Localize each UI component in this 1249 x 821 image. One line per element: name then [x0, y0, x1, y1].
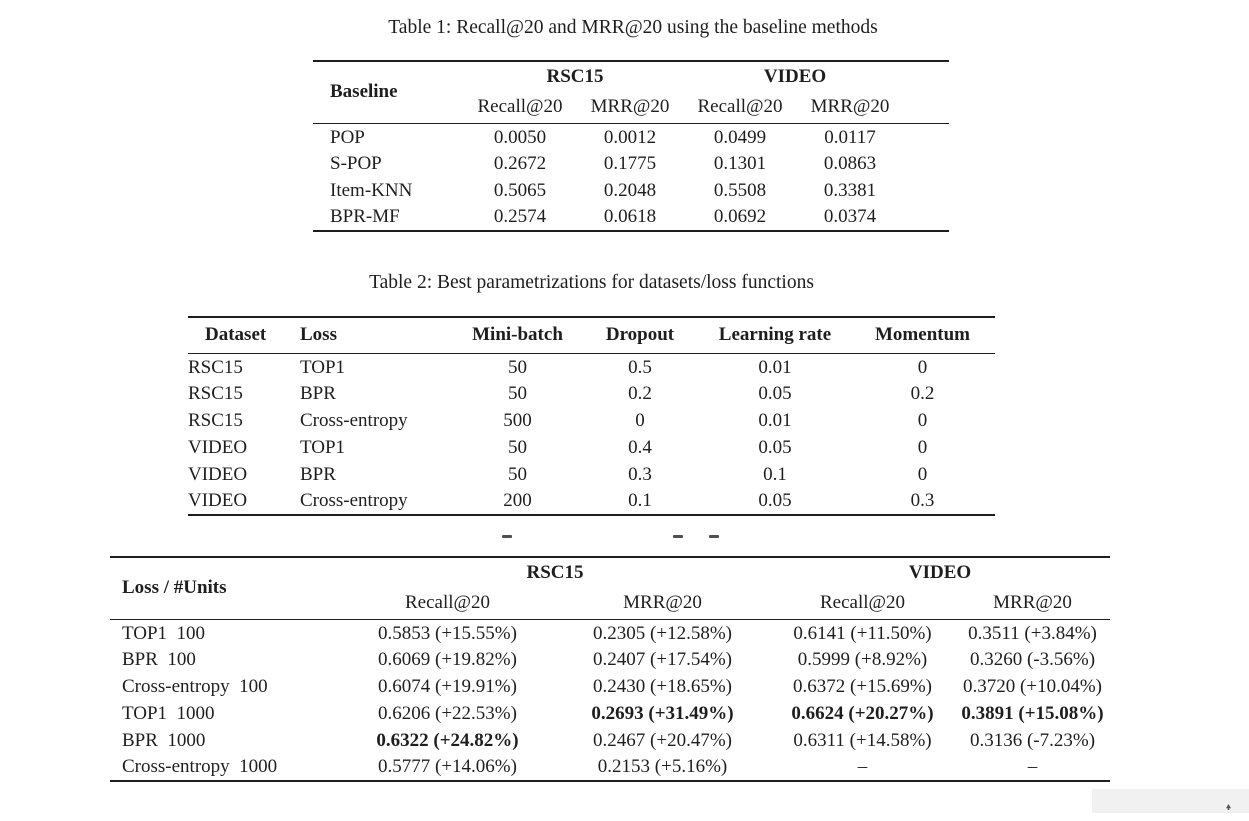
row-label: Cross-entropy 100 — [122, 675, 268, 697]
row-label: BPR 1000 — [122, 729, 206, 751]
table3-sub-mrr-rsc15: MRR@20 — [623, 591, 702, 613]
highlight-artifact — [1092, 789, 1249, 813]
cell: VIDEO — [188, 463, 248, 485]
table-row — [313, 123, 949, 150]
table1-caption: Table 1: Recall@20 and MRR@20 using the baseline methods — [388, 17, 878, 38]
cell: 0.2153 (+5.16%) — [597, 756, 728, 777]
cell: 0.6372 (+15.69%) — [793, 675, 932, 697]
cell: 0.05 — [758, 436, 792, 458]
cell: 0.6069 (+19.82%) — [378, 648, 517, 670]
cell: 0.0012 — [603, 127, 657, 149]
row-label: Item-KNN — [330, 179, 413, 201]
table3-colheader: Loss / #Units — [122, 577, 227, 599]
cell: 0.0618 — [603, 206, 657, 227]
cell: 0.1775 — [603, 152, 657, 174]
table3-sub-recall-video: Recall@20 — [820, 591, 906, 613]
table2-h-momentum: Momentum — [875, 324, 970, 346]
table-row — [110, 619, 1110, 646]
table2-h-lr: Learning rate — [718, 324, 832, 346]
caption-remnant-mark — [673, 535, 683, 538]
cell-best: 0.6322 (+24.82%) — [376, 729, 519, 751]
table1-baselines — [313, 60, 949, 232]
cell: Cross-entropy — [300, 490, 408, 511]
cell-empty: – — [857, 756, 868, 777]
table3-sub-recall-rsc15: Recall@20 — [404, 591, 491, 613]
cell: 500 — [503, 409, 532, 431]
cell: 0.1 — [628, 490, 652, 511]
table2-header — [188, 317, 995, 353]
caption-remnant-mark — [502, 535, 512, 538]
row-label: S-POP — [330, 152, 382, 174]
table1-body — [313, 123, 949, 231]
cell: 0 — [635, 409, 645, 431]
table-row — [110, 754, 1110, 781]
cell: 0.05 — [758, 490, 792, 511]
cell: RSC15 — [188, 382, 243, 404]
table2-h-loss: Loss — [300, 324, 337, 346]
table3-body — [110, 619, 1110, 781]
cell: 0 — [917, 436, 928, 458]
table3-results — [110, 556, 1110, 782]
row-label: POP — [330, 127, 365, 149]
table-row — [110, 700, 1110, 727]
cell: 50 — [508, 463, 527, 485]
cell: 0 — [917, 463, 928, 485]
cell: 0.01 — [758, 357, 792, 379]
row-label: BPR 100 — [122, 648, 196, 670]
cell: 0.3381 — [823, 179, 877, 201]
cell: RSC15 — [188, 357, 243, 379]
table-row — [313, 150, 949, 177]
table-row — [110, 727, 1110, 754]
cell: 0.6206 (+22.53%) — [378, 702, 517, 724]
cell: 0.0050 — [493, 127, 547, 149]
cell: 0 — [917, 409, 928, 431]
cell: VIDEO — [188, 436, 248, 458]
cell-best: 0.2693 (+31.49%) — [591, 702, 734, 724]
cell: 0.0374 — [823, 206, 877, 227]
cell: 0.2048 — [603, 179, 657, 201]
table-row — [313, 204, 949, 231]
cell: 0.2467 (+20.47%) — [593, 729, 732, 751]
table3-sub-mrr-video: MRR@20 — [993, 591, 1072, 613]
table-row — [188, 353, 995, 380]
cell: 0.2430 (+18.65%) — [593, 675, 732, 697]
row-label: TOP1 1000 — [122, 702, 215, 724]
table-row — [188, 434, 995, 461]
cell: 200 — [503, 490, 532, 511]
cell: 0.2 — [910, 382, 935, 404]
table2-body — [188, 353, 995, 515]
cell: 0.2407 (+17.54%) — [593, 648, 732, 670]
cell: 0.01 — [758, 409, 792, 431]
cell: 0.2 — [628, 382, 652, 404]
cell: VIDEO — [188, 490, 248, 511]
cell: 0.6074 (+19.91%) — [378, 675, 517, 697]
table3-header — [110, 557, 1110, 619]
cell: 50 — [508, 357, 527, 379]
row-label: BPR-MF — [330, 206, 400, 227]
cell-best: 0.6624 (+20.27%) — [791, 702, 934, 724]
cell: 0.3 — [910, 490, 935, 511]
cell: 0.2672 — [493, 152, 547, 174]
cell: 0.3720 (+10.04%) — [963, 675, 1102, 697]
cell: 0.5065 — [493, 179, 547, 201]
cell: 0.4 — [628, 436, 652, 458]
table3-group-video: VIDEO — [908, 561, 972, 583]
table2-h-minibatch: Mini-batch — [472, 324, 563, 346]
cell: 0.5508 — [713, 179, 767, 201]
table1-sub-recall-rsc15: Recall@20 — [477, 95, 563, 117]
table1-sub-recall-video: Recall@20 — [697, 95, 783, 117]
table1-group-video: VIDEO — [763, 65, 827, 87]
cell: TOP1 — [300, 436, 346, 458]
cell: 0.3260 (-3.56%) — [969, 648, 1096, 670]
row-label: TOP1 100 — [122, 623, 206, 645]
table3-group-rsc15: RSC15 — [526, 561, 584, 583]
cell: 0.5853 (+15.55%) — [378, 623, 517, 645]
cell: 0.5999 (+8.92%) — [797, 648, 928, 670]
cell: 0 — [917, 357, 928, 379]
table1-colheader: Baseline — [330, 81, 398, 103]
cell: 0.1301 — [713, 152, 767, 174]
cell: 0.6311 (+14.58%) — [793, 729, 932, 751]
cell: 50 — [508, 382, 527, 404]
cell: 0.3 — [628, 463, 652, 485]
cell: 0.2305 (+12.58%) — [593, 623, 732, 645]
table-row — [188, 407, 995, 434]
cell: 0.3511 (+3.84%) — [968, 623, 1097, 645]
cell-best: 0.3891 (+15.08%) — [961, 702, 1104, 724]
cell: 0.5777 (+14.06%) — [378, 756, 517, 777]
table2-h-dataset: Dataset — [205, 324, 267, 346]
cell: 0.0117 — [824, 127, 876, 149]
table-row — [110, 673, 1110, 700]
cell-empty: – — [1027, 756, 1038, 777]
cell: 0.5 — [628, 357, 652, 379]
table1-header — [313, 61, 949, 123]
table-row — [110, 646, 1110, 673]
cell: 0.1 — [763, 463, 787, 485]
table1-sub-mrr-video: MRR@20 — [810, 95, 890, 117]
cell: Cross-entropy — [300, 409, 408, 431]
table-row — [313, 177, 949, 204]
cell: 0.6141 (+11.50%) — [793, 623, 932, 645]
table2-parametrizations — [188, 316, 995, 516]
table2-caption: Table 2: Best parametrizations for datasets/loss functions — [369, 272, 814, 293]
table2-h-dropout: Dropout — [605, 324, 675, 346]
table1-group-rsc15: RSC15 — [546, 65, 604, 87]
table-row — [188, 488, 995, 515]
cell: 0.0692 — [713, 206, 767, 227]
cell: 0.3136 (-7.23%) — [969, 729, 1096, 751]
cell: 0.0863 — [823, 152, 877, 174]
table1-sub-mrr-rsc15: MRR@20 — [590, 95, 670, 117]
cell: TOP1 — [300, 357, 346, 379]
row-label: Cross-entropy 1000 — [122, 756, 278, 777]
cell: 0.0499 — [713, 127, 767, 149]
cell: 0.2574 — [493, 206, 547, 227]
table-row — [188, 461, 995, 488]
cell: 50 — [508, 436, 527, 458]
caption-remnant-mark — [709, 535, 719, 538]
cell: BPR — [300, 382, 336, 404]
cell: RSC15 — [188, 409, 243, 431]
cell: BPR — [300, 463, 336, 485]
cell: 0.05 — [758, 382, 792, 404]
table-row — [188, 380, 995, 407]
table1-spacer — [905, 61, 949, 123]
